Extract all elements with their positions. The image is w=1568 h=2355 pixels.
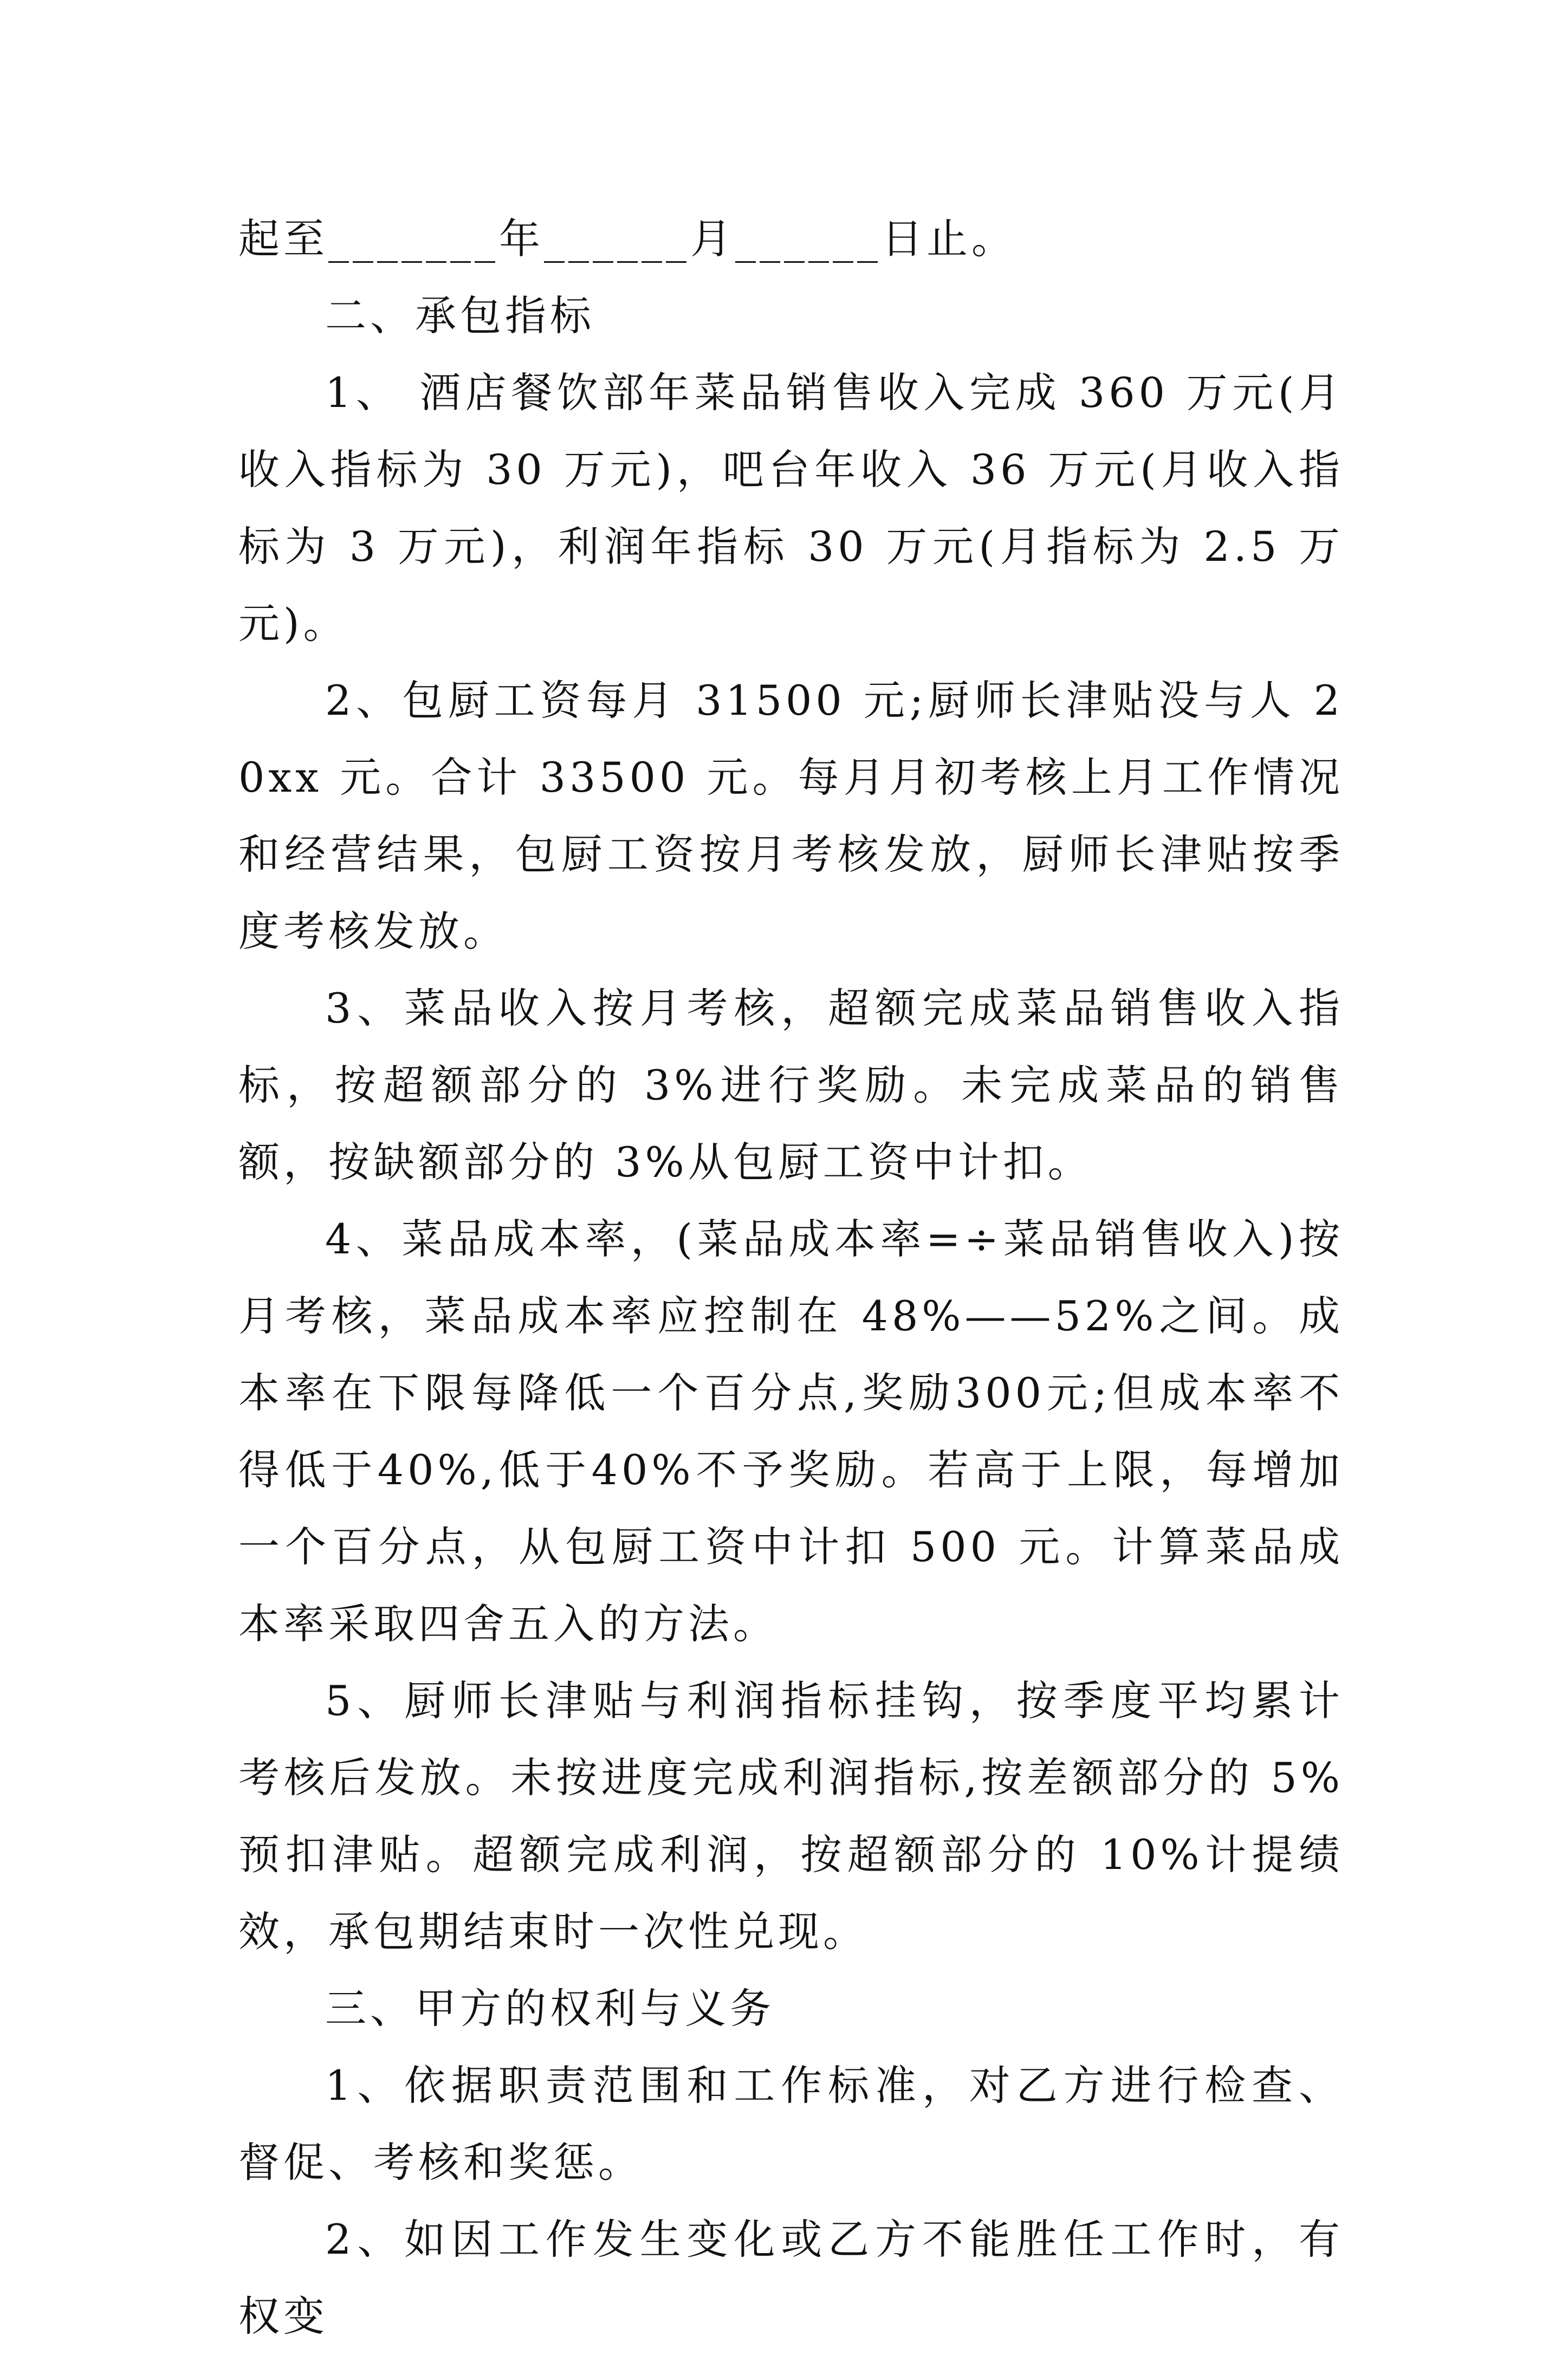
document-body [238,200,1344,2355]
section-heading-contract-targets: 二、承包指标 [325,292,595,340]
paragraph-target-2: 2、包厨工资每月 31500 元;厨师长津贴没与人 20xx 元。合计 33500 元。每月月初考核上月工作情况和经营结果，包厨工资按月考核发放，厨师长津贴按季度考核发放。 [238,676,1344,955]
paragraph-target-5: 5、厨师长津贴与利润指标挂钩，按季度平均累计考核后发放。未按进度完成利润指标,按差额部分的 5%预扣津贴。超额完成利润，按超额部分的 10%计提绩效，承包期结束时一次性兑现。 [238,1677,1344,1956]
section-heading-party-a-rights: 三、甲方的权利与义务 [325,1984,775,2033]
paragraph-term-end: 起至_______年______月______日止。 [238,215,1016,263]
paragraph-party-a-1: 1、依据职责范围和工作标准，对乙方进行检查、督促、考核和奖惩。 [238,2061,1344,2186]
paragraph-target-4: 4、菜品成本率，(菜品成本率=÷菜品销售收入)按月考核，菜品成本率应控制在 48%——52%之间。成本率在下限每降低一个百分点,奖励300元;但成本率不得低于40%,低于40%不予奖励。若高于上限，每增加一个百分点，从包厨工资中计扣 500 元。计算菜品成本率采取四舍五入的方法。 [238,1215,1344,1648]
paragraph-target-3: 3、菜品收入按月考核，超额完成菜品销售收入指标，按超额部分的 3%进行奖励。未完成菜品的销售额，按缺额部分的 3%从包厨工资中计扣。 [238,984,1344,1186]
paragraph-party-a-2: 2、如因工作发生变化或乙方不能胜任工作时，有权变 [238,2215,1344,2340]
paragraph-target-1: 1、 酒店餐饮部年菜品销售收入完成 360 万元(月收入指标为 30 万元)，吧台年收入 36 万元(月收入指标为 3 万元)，利润年指标 30 万元(月指标为 2.5 万元)。 [238,368,1344,648]
